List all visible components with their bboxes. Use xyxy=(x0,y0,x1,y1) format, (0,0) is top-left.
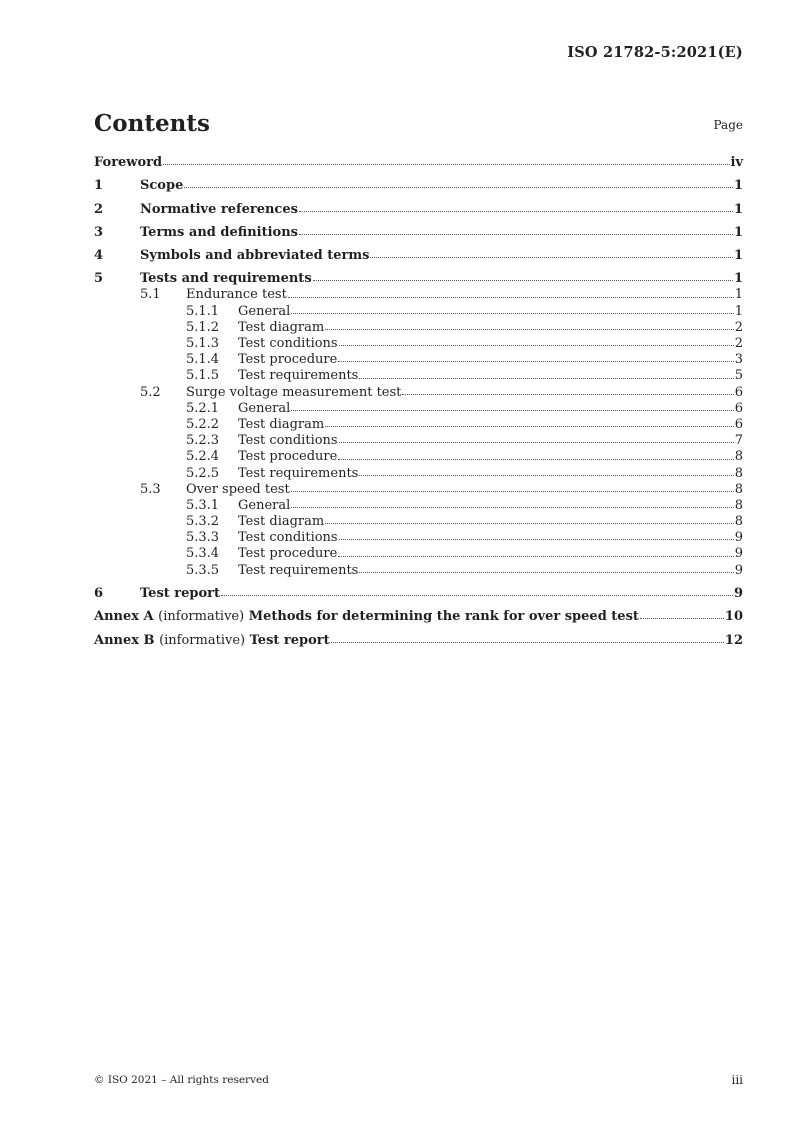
toc-entry-5-2-5[interactable] xyxy=(94,466,743,482)
toc-entry-number: 5.3 xyxy=(140,481,161,497)
toc-entry-clause-3[interactable] xyxy=(94,225,743,241)
toc-entry-title: Terms and definitions xyxy=(140,224,298,240)
toc-entry-annex-a[interactable] xyxy=(94,609,743,625)
toc-entry-title: Tests and requirements xyxy=(140,271,312,287)
dot-leader xyxy=(339,345,734,346)
toc-entry-number: 5.2.2 xyxy=(186,416,220,432)
toc-entry-5-1-5[interactable] xyxy=(94,368,743,384)
toc-entry-number: 5 xyxy=(94,271,104,287)
dot-leader xyxy=(359,378,733,379)
dot-leader xyxy=(299,234,733,235)
toc-entry-title: Test diagram xyxy=(238,319,325,335)
toc-entry-number: 5.2.4 xyxy=(186,449,220,465)
dot-leader xyxy=(291,491,734,492)
toc-entry-number: 5.2.5 xyxy=(186,465,220,481)
toc-entry-5-1-1[interactable] xyxy=(94,304,743,320)
toc-entry-number: 4 xyxy=(94,248,104,264)
toc-entry-5-2-1[interactable] xyxy=(94,401,743,417)
annex-label: Annex A xyxy=(94,609,154,625)
toc-entry-page: 1 xyxy=(733,271,743,287)
dot-leader xyxy=(184,187,733,188)
dot-leader xyxy=(325,329,733,330)
dot-leader xyxy=(339,442,734,443)
toc-entry-title: Test procedure xyxy=(238,352,338,368)
annex-title: Methods for determining the rank for over speed test xyxy=(248,609,639,625)
dot-leader xyxy=(402,394,733,395)
document-id: ISO 21782-5:2021(E) xyxy=(567,44,743,61)
toc-entry-clause-1[interactable] xyxy=(94,178,743,194)
toc-entry-5-1-2[interactable] xyxy=(94,320,743,336)
toc-entry-title: Symbols and abbreviated terms xyxy=(140,248,370,264)
toc-entry-page: 9 xyxy=(734,530,743,546)
toc-entry-page: 9 xyxy=(734,562,743,578)
toc-entry-annex-b[interactable] xyxy=(94,633,743,649)
toc-entry-clause-5[interactable] xyxy=(94,271,743,287)
toc-entry-page: 6 xyxy=(734,400,743,416)
toc-entry-title: Test report xyxy=(140,586,221,602)
toc-entry-page: 1 xyxy=(733,248,743,264)
toc-entry-5-2-2[interactable] xyxy=(94,417,743,433)
toc-entry-number: 5.1 xyxy=(140,287,161,303)
toc-entry-number: 5.1.1 xyxy=(186,303,220,319)
toc-entry-page: 1 xyxy=(734,287,743,303)
toc-entry-number: 5.1.5 xyxy=(186,368,220,384)
toc-entry-page: 2 xyxy=(734,319,743,335)
toc-entry-page: 8 xyxy=(734,465,743,481)
toc-entry-foreword[interactable] xyxy=(94,155,743,171)
toc-entry-number: 5.2.3 xyxy=(186,433,220,449)
toc-entry-number: 5.3.1 xyxy=(186,497,220,513)
toc-entry-page: 8 xyxy=(734,514,743,530)
dot-leader xyxy=(291,507,733,508)
toc-entry-page: 1 xyxy=(733,224,743,240)
page-title: Contents xyxy=(94,110,210,137)
annex-type: (informative) xyxy=(158,609,245,625)
toc-entry-page: 7 xyxy=(734,433,743,449)
toc-entry-page: 8 xyxy=(734,497,743,513)
toc-entry-title: Test requirements xyxy=(238,465,359,481)
toc-entry-5-3-4[interactable] xyxy=(94,546,743,562)
toc-entry-page: 12 xyxy=(724,632,743,648)
toc-entry-number: 1 xyxy=(94,178,104,194)
toc-entry-number: 2 xyxy=(94,201,104,217)
dot-leader xyxy=(338,361,733,362)
dot-leader xyxy=(339,539,734,540)
dot-leader xyxy=(221,595,733,596)
toc-entry-5-2[interactable] xyxy=(94,385,743,401)
toc-entry-5-1-4[interactable] xyxy=(94,352,743,368)
toc-entry-number: 5.1.3 xyxy=(186,336,220,352)
toc-entry-number: 6 xyxy=(94,586,104,602)
toc-entry-number: 5.2 xyxy=(140,384,161,400)
toc-entry-title: Endurance test xyxy=(186,287,287,303)
toc-entry-page: 6 xyxy=(734,384,743,400)
toc-entry-page: 5 xyxy=(734,368,743,384)
dot-leader xyxy=(291,313,733,314)
dot-leader xyxy=(163,164,729,165)
dot-leader xyxy=(359,572,733,573)
toc-entry-page: 1 xyxy=(734,303,743,319)
toc-entry-number: 5.3.4 xyxy=(186,546,220,562)
toc-entry-number: 3 xyxy=(94,224,104,240)
toc-entry-page: 8 xyxy=(734,449,743,465)
toc-entry-number: 5.3.3 xyxy=(186,530,220,546)
toc-entry-5-3-5[interactable] xyxy=(94,563,743,579)
dot-leader xyxy=(359,475,733,476)
toc-entry-page: 6 xyxy=(734,416,743,432)
annex-title: Test report xyxy=(249,632,330,648)
toc-entry-title: Scope xyxy=(140,178,184,194)
dot-leader xyxy=(338,556,733,557)
dot-leader xyxy=(288,297,734,298)
toc-entry-number: 5.3.5 xyxy=(186,562,220,578)
toc-entry-page: 9 xyxy=(733,586,743,602)
toc-entry-5-2-4[interactable] xyxy=(94,449,743,465)
toc-entry-5-3-3[interactable] xyxy=(94,530,743,546)
toc-entry-number: 5.1.4 xyxy=(186,352,220,368)
toc-entry-title: Test diagram xyxy=(238,416,325,432)
toc-entry-clause-2[interactable] xyxy=(94,202,743,218)
dot-leader xyxy=(640,618,724,619)
table-of-contents xyxy=(94,155,743,649)
toc-entry-title: Test conditions xyxy=(238,336,338,352)
toc-entry-title: General xyxy=(238,400,291,416)
toc-entry-page: iv xyxy=(730,155,743,170)
toc-entry-page: 8 xyxy=(734,481,743,497)
toc-entry-page: 1 xyxy=(733,178,743,194)
toc-entry-title: General xyxy=(238,303,291,319)
toc-entry-title: Test diagram xyxy=(238,514,325,530)
page-column-label: Page xyxy=(713,118,743,132)
toc-entry-title: Test conditions xyxy=(238,433,338,449)
annex-heading xyxy=(94,633,330,649)
annex-heading xyxy=(94,609,639,625)
toc-entry-number: 5.3.2 xyxy=(186,514,220,530)
dot-leader xyxy=(338,459,733,460)
toc-entry-page: 1 xyxy=(733,201,743,217)
toc-entry-5-3-2[interactable] xyxy=(94,514,743,530)
toc-entry-title: Test requirements xyxy=(238,368,359,384)
copyright-notice: © ISO 2021 – All rights reserved xyxy=(94,1074,269,1086)
toc-entry-title: Surge voltage measurement test xyxy=(186,384,402,400)
toc-entry-title: Test procedure xyxy=(238,546,338,562)
dot-leader xyxy=(370,257,732,258)
toc-entry-page: 10 xyxy=(724,609,743,625)
toc-entry-title: Test requirements xyxy=(238,562,359,578)
toc-entry-title: Test procedure xyxy=(238,449,338,465)
toc-entry-5-1-3[interactable] xyxy=(94,336,743,352)
toc-entry-5-2-3[interactable] xyxy=(94,433,743,449)
dot-leader xyxy=(325,523,733,524)
toc-entry-page: 2 xyxy=(734,336,743,352)
toc-entry-5-1[interactable] xyxy=(94,287,743,303)
page-number: iii xyxy=(731,1073,743,1087)
dot-leader xyxy=(331,642,724,643)
dot-leader xyxy=(299,211,733,212)
toc-entry-page: 3 xyxy=(734,352,743,368)
toc-entry-page: 9 xyxy=(734,546,743,562)
toc-entry-title: Normative references xyxy=(140,201,298,217)
toc-entry-number: 5.2.1 xyxy=(186,400,220,416)
toc-entry-title: Test conditions xyxy=(238,530,338,546)
toc-entry-clause-6[interactable] xyxy=(94,586,743,602)
annex-type: (informative) xyxy=(159,632,246,648)
toc-entry-5-3-1[interactable] xyxy=(94,498,743,514)
toc-entry-title: General xyxy=(238,497,291,513)
toc-entry-5-3[interactable] xyxy=(94,482,743,498)
toc-entry-clause-4[interactable] xyxy=(94,248,743,264)
dot-leader xyxy=(291,410,733,411)
dot-leader xyxy=(313,280,733,281)
toc-entry-number: 5.1.2 xyxy=(186,319,220,335)
toc-entry-title: Foreword xyxy=(94,155,163,170)
annex-label: Annex B xyxy=(94,632,155,648)
toc-entry-title: Over speed test xyxy=(186,481,290,497)
dot-leader xyxy=(325,426,733,427)
